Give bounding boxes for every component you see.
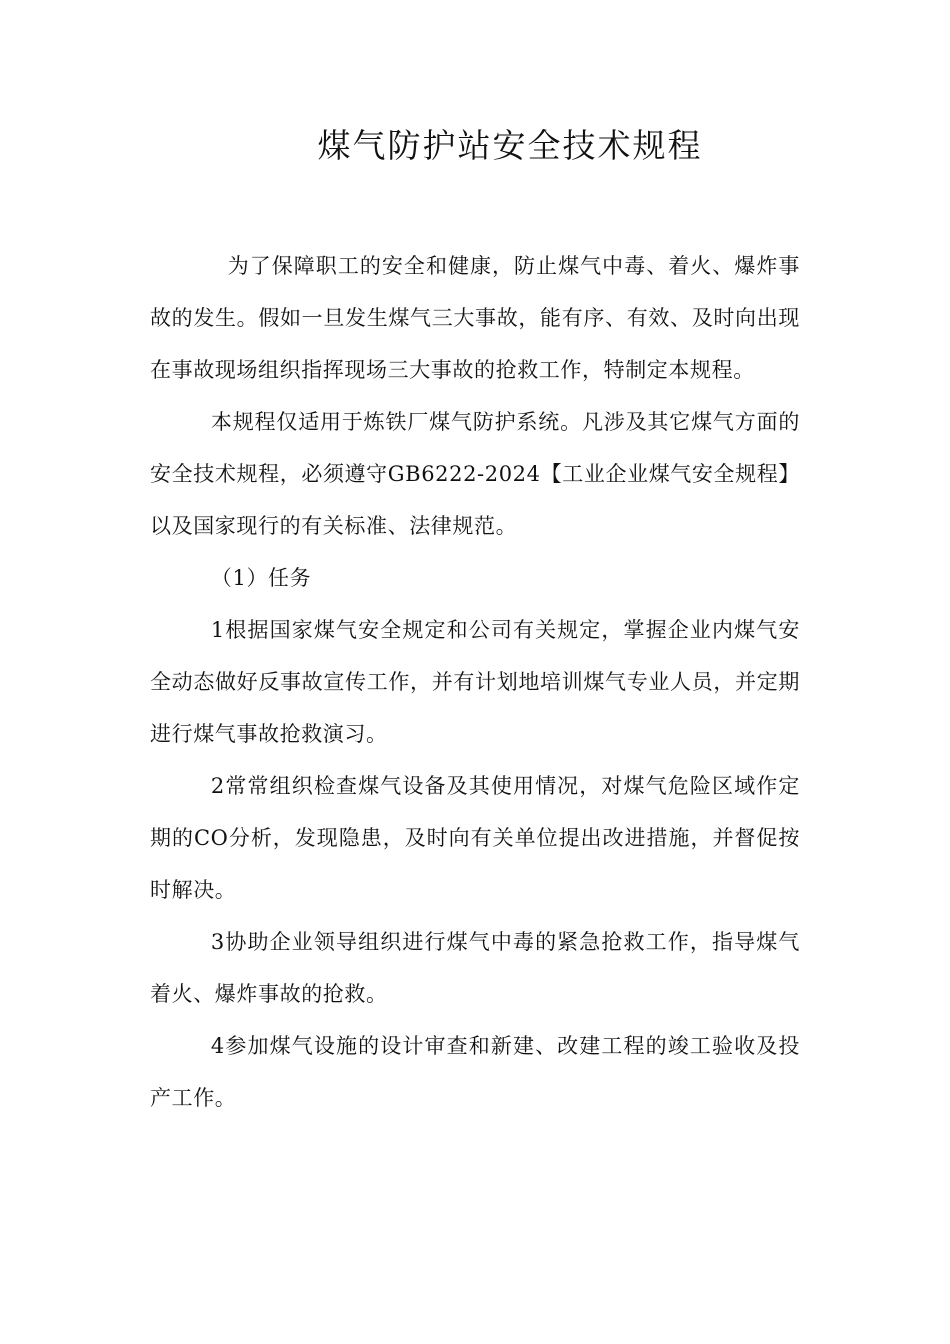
paragraph-scope: 本规程仅适用于炼铁厂煤气防护系统。凡涉及其它煤气方面的安全技术规程，必须遵守GB6222-2024【工业企业煤气安全规程】以及国家现行的有关标准、法律规范。 [150,410,800,538]
paragraph-task-1: 1根据国家煤气安全规定和公司有关规定，掌握企业内煤气安全动态做好反事故宣传工作，并有计划地培训煤气专业人员，并定期进行煤气事故抢救演习。 [150,618,800,746]
paragraph-task-3: 3协助企业领导组织进行煤气中毒的紧急抢救工作，指导煤气着火、爆炸事故的抢救。 [150,930,800,1006]
document-title: 煤气防护站安全技术规程 [317,126,703,165]
document-body [150,240,800,1124]
paragraph-purpose: 为了保障职工的安全和健康，防止煤气中毒、着火、爆炸事故的发生。假如一旦发生煤气三大事故，能有序、有效、及时向出现在事故现场组织指挥现场三大事故的抢救工作，特制定本规程。 [150,254,800,382]
paragraph-task-2: 2常常组织检查煤气设备及其使用情况，对煤气危险区域作定期的CO分析，发现隐患，及时向有关单位提出改进措施，并督促按时解决。 [150,774,800,902]
paragraph-task-4: 4参加煤气设施的设计审查和新建、改建工程的竣工验收及投产工作。 [150,1034,800,1110]
section-heading-tasks: （1）任务 [210,566,312,590]
